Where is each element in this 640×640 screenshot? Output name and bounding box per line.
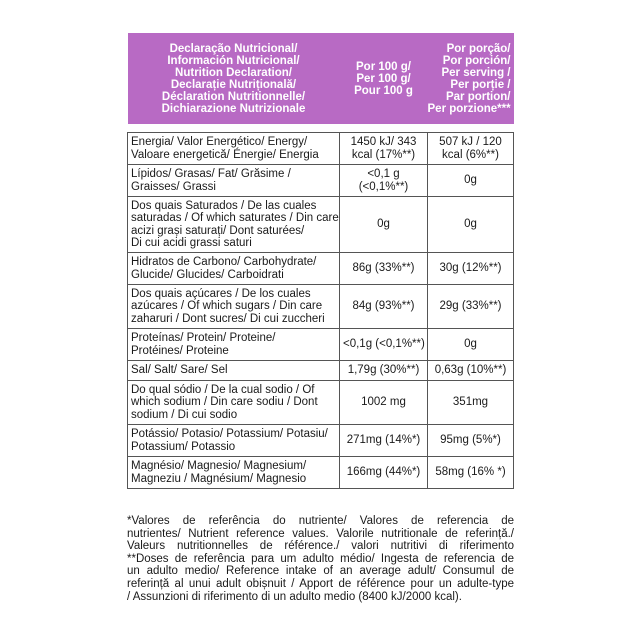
value-per-100g-line: 1450 kJ/ 343 [350,136,417,148]
nutrient-row [128,285,514,329]
nutrient-row [128,253,514,285]
nutrient-name-line: Magnésio/ Magnesio/ Magnesium/ [131,460,307,472]
value-per-portion-line: 29g (33%**) [439,300,502,313]
value-per-100g-line: (<0,1%**) [358,180,409,193]
footnote-line: *Valores de referência do nutriente/ Valores de referencia de [127,515,514,527]
nutrient-row [128,133,514,165]
value-per-100g [340,425,428,457]
value-per-100g-line: <0,1 g [367,168,400,180]
footnote-line: un adulto medio/ Reference intake of an average adult/ Consumul de [127,565,514,578]
nutrient-name [128,165,340,197]
nutrient-name-line: acizi grași saturați/ Dont saturées/ [131,224,305,237]
nutrient-name-line: Potassium/ Potassio [131,440,236,453]
nutrient-name-line: Proteínas/ Protein/ Proteine/ [131,332,276,344]
header-per-100g-line: Pour 100 g [354,84,413,97]
nutrient-name [128,253,340,285]
nutrient-name-line: Magneziu / Magnésium/ Magnesio [131,472,307,485]
nutrient-name-line: saturadas / Of which saturates / Din care [131,212,339,224]
value-per-100g [340,381,428,425]
nutrient-name-line: azúcares / Of which sugars / Din care [131,300,323,313]
value-per-portion-line: 351mg [452,396,489,409]
nutrient-row [128,425,514,457]
nutrient-name [128,457,340,489]
nutrient-name [128,381,340,425]
value-per-100g [340,133,428,165]
header-per-100g-line: Por 100 g/ [356,60,411,73]
value-per-portion [428,457,514,489]
header-per-portion-line: Per serving / [441,66,511,79]
nutrient-row [128,197,514,253]
value-per-portion-line: 0,63g (10%**) [434,364,507,377]
value-per-portion [428,197,514,253]
nutrient-row [128,381,514,425]
value-per-portion [428,361,514,381]
header-declaration-line: Declarație Nutrițională/ [170,78,297,91]
nutrition-table [127,33,514,489]
value-per-portion-line: 507 kJ / 120 [439,136,502,148]
nutrient-name-line: Dos quais açúcares / De los cuales [131,287,311,300]
value-per-portion [428,329,514,361]
header-per-portion-line: Por porción/ [442,54,511,67]
nutrient-name-line: Protéines/ Proteine [131,344,229,357]
header-per-portion-line: Par portion/ [445,90,511,103]
header-per-portion-line: Per porzione*** [427,102,511,115]
value-per-portion-line: 30g (12%**) [439,262,502,275]
value-per-portion [428,425,514,457]
value-per-portion [428,133,514,165]
header-declaration-line: Dichiarazione Nutrizionale [161,102,306,115]
value-per-100g-line: 1,79g (30%**) [347,364,420,377]
nutrient-name-line: Energia/ Valor Energético/ Energy/ [131,136,308,148]
header-declaration-line: Declaração Nutricional/ [169,42,298,55]
nutrient-name-line: Do qual sódio / De la cual sodio / Of [131,383,315,396]
value-per-portion-line: kcal (6%**) [442,148,499,161]
value-per-portion-line: 0g [464,218,477,231]
header-per-100g-line: Per 100 g/ [356,72,411,85]
value-per-portion [428,285,514,329]
header-gap [128,124,514,133]
nutrient-name-line: zaharuri / Dont sucres/ Di cui zuccheri [131,312,325,325]
value-per-100g-line: 1002 mg [361,396,406,409]
value-per-portion [428,381,514,425]
value-per-100g [340,329,428,361]
nutrient-row [128,329,514,361]
nutrient-row [128,457,514,489]
nutrient-name [128,425,340,457]
nutrient-name [128,197,340,253]
nutrition-panel [127,33,513,489]
nutrient-name-line: Graisses/ Grassi [131,180,216,193]
value-per-100g-line: 166mg (44%*) [346,466,421,479]
header-per-portion [428,33,514,124]
nutrient-row [128,165,514,197]
header-declaration-line: Déclaration Nutritionnelle/ [161,90,306,103]
value-per-100g [340,457,428,489]
value-per-portion [428,253,514,285]
footnote-line: **Doses de referência para um adulto médio/ Ingesta de referencia de [127,552,514,565]
nutrient-name-line: Glucide/ Glucides/ Carboidrati [131,268,284,281]
table-header [128,33,514,124]
value-per-100g-line: <0,1g (<0,1%**) [343,338,425,351]
nutrient-name-line: Potássio/ Potasio/ Potassium/ Potasiu/ [131,428,328,440]
footnote-line: nutrientes/ Nutrient reference values. Valorile nutritionale de referință./ [127,527,514,540]
value-per-100g-line: 86g (33%**) [352,262,415,275]
value-per-100g-line: 271mg (14%*) [346,434,421,447]
footnote-line: / Assunzioni di riferimento di un adulto medio (8400 kJ/2000 kcal). [127,590,462,603]
nutrient-name-line: Dos quais Saturados / De las cuales [131,199,317,212]
footnote-line: Valeurs nutritionnelles de référence./ valori nutritivi di riferimento [127,540,514,553]
header-per-portion-line: Por porção/ [446,42,511,55]
value-per-100g-line: 0g [377,218,390,231]
nutrient-name-line: Lípidos/ Grasas/ Fat/ Grăsime / [131,168,291,180]
value-per-100g-line: 84g (93%**) [352,300,415,313]
value-per-portion-line: 0g [464,338,477,351]
nutrient-name-line: Di cui acidi grassi saturi [131,237,252,249]
footnote-line: referință al unui adult obișnuit / Apport de référence pour un adulte-type [127,577,514,590]
value-per-100g [340,285,428,329]
header-per-100g [340,33,428,124]
header-declaration-line: Información Nutricional/ [167,54,300,67]
header-declaration [128,33,340,124]
value-per-portion-line: 0g [464,174,477,187]
nutrient-name [128,329,340,361]
table-body [128,133,514,489]
value-per-100g [340,361,428,381]
nutrient-name-line: Sal/ Salt/ Sare/ Sel [131,364,228,377]
nutrient-row [128,361,514,381]
value-per-portion-line: 58mg (16% *) [435,466,506,479]
value-per-100g [340,197,428,253]
nutrient-name-line: Hidratos de Carbono/ Carbohydrate/ [131,256,317,268]
value-per-100g-line: kcal (17%**) [351,148,416,161]
nutrient-name [128,361,340,381]
value-per-100g [340,165,428,197]
value-per-portion-line: 95mg (5%*) [440,434,501,447]
header-declaration-line: Nutrition Declaration/ [175,66,292,79]
footnotes [127,515,514,603]
nutrient-name-line: sodium / Di cui sodio [131,408,238,421]
nutrient-name [128,133,340,165]
nutrient-name-line: which sodium / Din care sodiu / Dont [131,396,318,409]
nutrient-name-line: Valoare energetică/ Énergie/ Energia [131,148,319,161]
value-per-portion [428,165,514,197]
value-per-100g [340,253,428,285]
header-per-portion-line: Per porție / [450,78,511,91]
nutrient-name [128,285,340,329]
